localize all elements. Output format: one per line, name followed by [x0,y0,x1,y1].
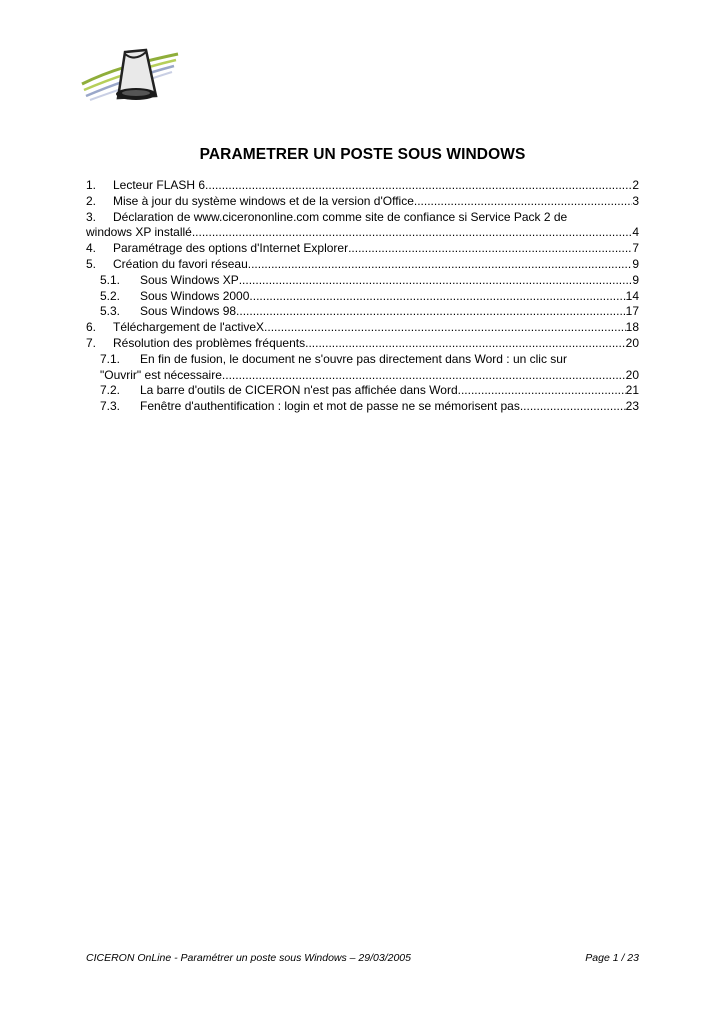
toc-entry[interactable] [86,241,639,257]
toc-text: Sous Windows 2000 [140,288,250,303]
toc-entry[interactable] [86,383,639,399]
toc-leader [458,383,626,399]
toc-leader [222,368,626,384]
toc-text: En fin de fusion, le document ne s'ouvre pas directement dans Word : un clic sur [140,351,567,366]
toc-page: 18 [625,320,639,335]
toc-leader [239,273,633,289]
toc-page: 9 [632,272,639,287]
toc-page: 4 [632,225,639,240]
toc-text: Création du favori réseau [113,256,248,271]
toc-leader [236,304,626,320]
toc-entry[interactable] [86,194,639,210]
toc-leader [348,241,632,257]
toc-text: Lecteur FLASH 6 [113,178,206,192]
toc-number: 7.1. [100,351,121,366]
toc-number: 5.3. [100,304,121,319]
toc-entry[interactable] [86,336,639,352]
toc-text: La barre d'outils de CICERON n'est pas affichée dans Word [140,383,458,398]
toc-number: 3. [86,209,97,224]
toc-number: 1. [86,178,97,192]
toc-leader [205,178,632,194]
toc-page: 21 [625,383,639,398]
toc-number: 7. [86,335,97,350]
toc-text: Sous Windows 98 [140,304,237,319]
toc-number: 4. [86,241,97,256]
toc-text: Téléchargement de l'activeX [113,320,265,335]
toc-entry[interactable] [86,273,639,289]
toc-page: 17 [625,304,639,319]
toc-page: 2 [632,178,639,192]
toc-leader [520,399,626,415]
toc-text: Mise à jour du système windows et de la version d'Office [113,193,414,208]
toc-number: 5. [86,256,97,271]
ciceron-logo [80,40,180,106]
toc-leader [414,194,632,210]
toc-number: 5.1. [100,272,121,287]
toc-entry[interactable] [86,399,639,415]
footer-page-number: Page 1 / 23 [585,952,639,964]
toc-page: 23 [625,399,639,414]
toc-number: 7.2. [100,383,121,398]
toc-text-continued: "Ouvrir" est nécessaire [100,367,222,382]
toc-leader [249,289,625,305]
footer-doc-info: CICERON OnLine - Paramétrer un poste sous Windows – 29/03/2005 [86,952,411,964]
toc-leader [264,320,626,336]
toc-entry[interactable] [86,210,639,242]
toc-entry[interactable] [86,352,639,384]
toc-page: 14 [625,288,639,303]
toc-page: 20 [625,367,639,382]
toc-page: 20 [625,335,639,350]
toc-text: Résolution des problèmes fréquents [113,335,306,350]
toc-leader [305,336,626,352]
toc-page: 3 [632,193,639,208]
toc-page: 9 [632,256,639,271]
toc-number: 2. [86,193,97,208]
toc-text: Fenêtre d'authentification : login et mot de passe ne se mémorisent pas [140,399,520,414]
toc-entry[interactable] [86,289,639,305]
toc-text: Sous Windows XP [140,272,239,287]
toc-entry[interactable] [86,178,639,194]
toc-number: 6. [86,320,97,335]
table-of-contents [86,178,639,415]
toc-number: 7.3. [100,399,121,414]
page-footer [86,952,639,964]
toc-text: Paramétrage des options d'Internet Explorer [113,241,349,256]
toc-entry[interactable] [86,257,639,273]
toc-entry[interactable] [86,304,639,320]
toc-leader [248,257,633,273]
toc-number: 5.2. [100,288,121,303]
toc-text-continued: windows XP installé [86,225,192,240]
toc-leader [192,225,632,241]
toc-page: 7 [632,241,639,256]
toc-entry[interactable] [86,320,639,336]
toc-text: Déclaration de www.cicerononline.com comme site de confiance si Service Pack 2 de [113,209,568,224]
document-title: PARAMETRER UN POSTE SOUS WINDOWS [199,146,526,163]
